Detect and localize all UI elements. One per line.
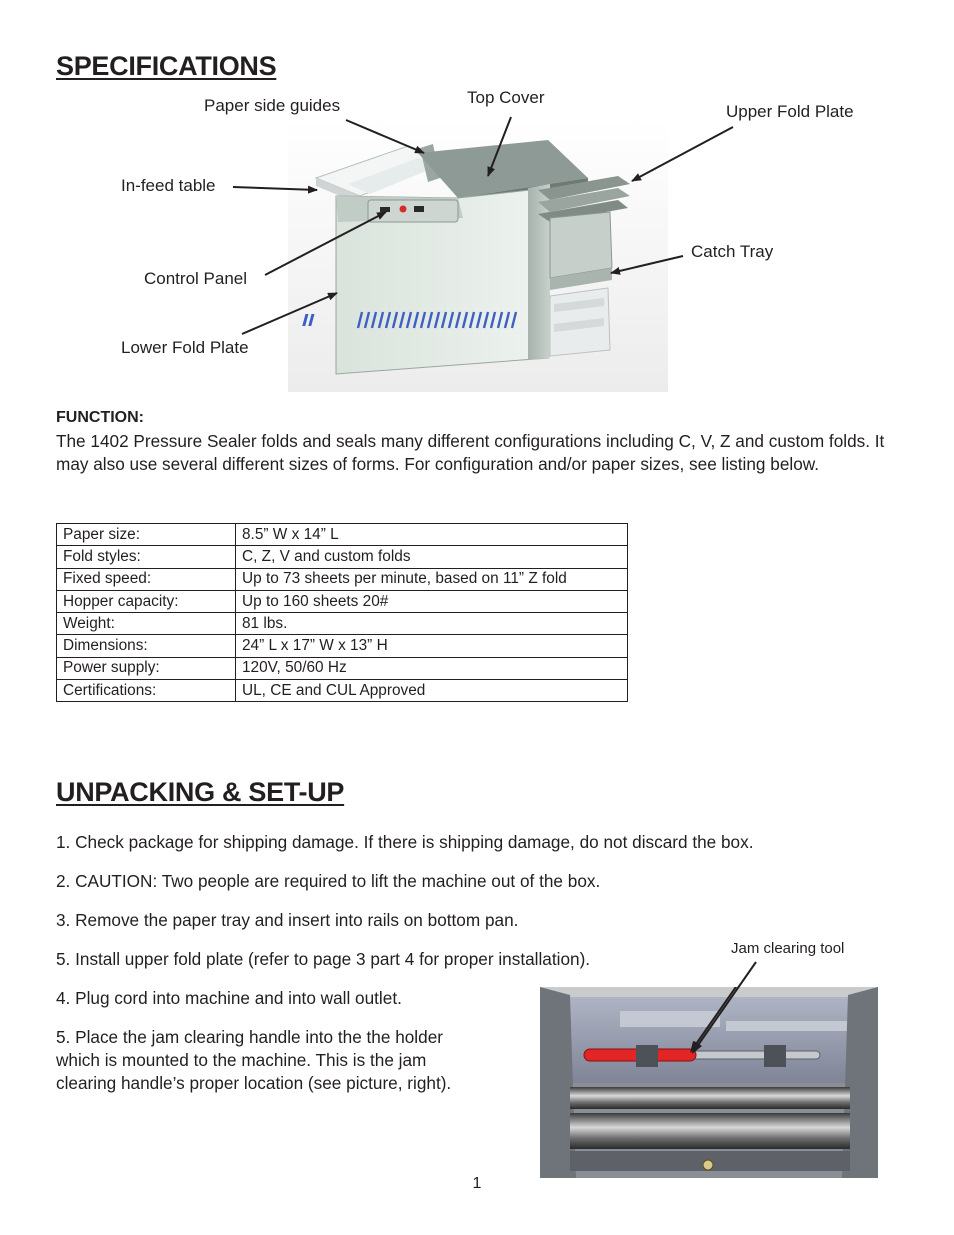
- step-remove-tray: 3. Remove the paper tray and insert into rails on bottom pan.: [56, 910, 519, 930]
- callout-top-cover: Top Cover: [467, 88, 545, 107]
- table-row: [57, 590, 628, 612]
- unpacking-heading: UNPACKING & SET-UP: [56, 777, 345, 807]
- specifications-table: [56, 523, 628, 702]
- spec-value: 81 lbs.: [236, 613, 628, 635]
- step-check-package: 1. Check package for shipping damage. If there is shipping damage, do not discard the box.: [56, 832, 754, 852]
- table-row: [57, 657, 628, 679]
- spec-label: Paper size:: [57, 524, 236, 546]
- step-jam-handle-line: clearing handle’s proper location (see picture, right).: [56, 1073, 452, 1093]
- page-number: 1: [472, 1175, 482, 1192]
- spec-label: Weight:: [57, 613, 236, 635]
- step-caution: 2. CAUTION: Two people are required to lift the machine out of the box.: [56, 871, 601, 891]
- callout-paper-side-guides: Paper side guides: [204, 96, 341, 115]
- pressure-sealer-photo: [288, 118, 668, 392]
- spec-value: C, Z, V and custom folds: [236, 546, 628, 568]
- function-heading: FUNCTION:: [56, 409, 144, 426]
- step-jam-handle: [56, 1026, 506, 1095]
- callout-lower-fold-plate: Lower Fold Plate: [121, 338, 249, 357]
- spec-label: Certifications:: [57, 680, 236, 702]
- step-install-fold-plate: 5. Install upper fold plate (refer to page 3 part 4 for proper installation).: [56, 949, 591, 969]
- spec-value: 120V, 50/60 Hz: [236, 657, 628, 679]
- jam-clearing-tool-photo: [540, 987, 878, 1178]
- table-row: [57, 680, 628, 702]
- step-plug-cord: 4. Plug cord into machine and into wall outlet.: [56, 988, 402, 1008]
- spec-label: Fold styles:: [57, 546, 236, 568]
- specifications-heading: SPECIFICATIONS: [56, 51, 277, 81]
- callout-in-feed-table: In-feed table: [121, 176, 216, 195]
- spec-label: Fixed speed:: [57, 568, 236, 590]
- step-jam-handle-line: 5. Place the jam clearing handle into the the holder: [56, 1027, 443, 1047]
- spec-value: Up to 73 sheets per minute, based on 11” Z fold: [236, 568, 628, 590]
- spec-label: Power supply:: [57, 657, 236, 679]
- table-row: [57, 568, 628, 590]
- callout-catch-tray: Catch Tray: [691, 242, 774, 261]
- table-row: [57, 546, 628, 568]
- spec-value: 24” L x 17” W x 13” H: [236, 635, 628, 657]
- spec-label: Hopper capacity:: [57, 590, 236, 612]
- spec-value: UL, CE and CUL Approved: [236, 680, 628, 702]
- table-row: [57, 635, 628, 657]
- step-jam-handle-line: which is mounted to the machine. This is the jam: [56, 1050, 427, 1070]
- spec-value: Up to 160 sheets 20#: [236, 590, 628, 612]
- spec-label: Dimensions:: [57, 635, 236, 657]
- callout-jam-clearing-tool: Jam clearing tool: [731, 940, 845, 957]
- spec-value: 8.5” W x 14” L: [236, 524, 628, 546]
- table-row: [57, 524, 628, 546]
- callout-upper-fold-plate: Upper Fold Plate: [726, 102, 854, 121]
- function-description: The 1402 Pressure Sealer folds and seals many different configurations including C, V, Z and custom folds. It may also use several different sizes of forms. For configuration and/or paper sizes, see listing below.: [56, 431, 885, 474]
- callout-control-panel: Control Panel: [144, 269, 248, 288]
- table-row: [57, 613, 628, 635]
